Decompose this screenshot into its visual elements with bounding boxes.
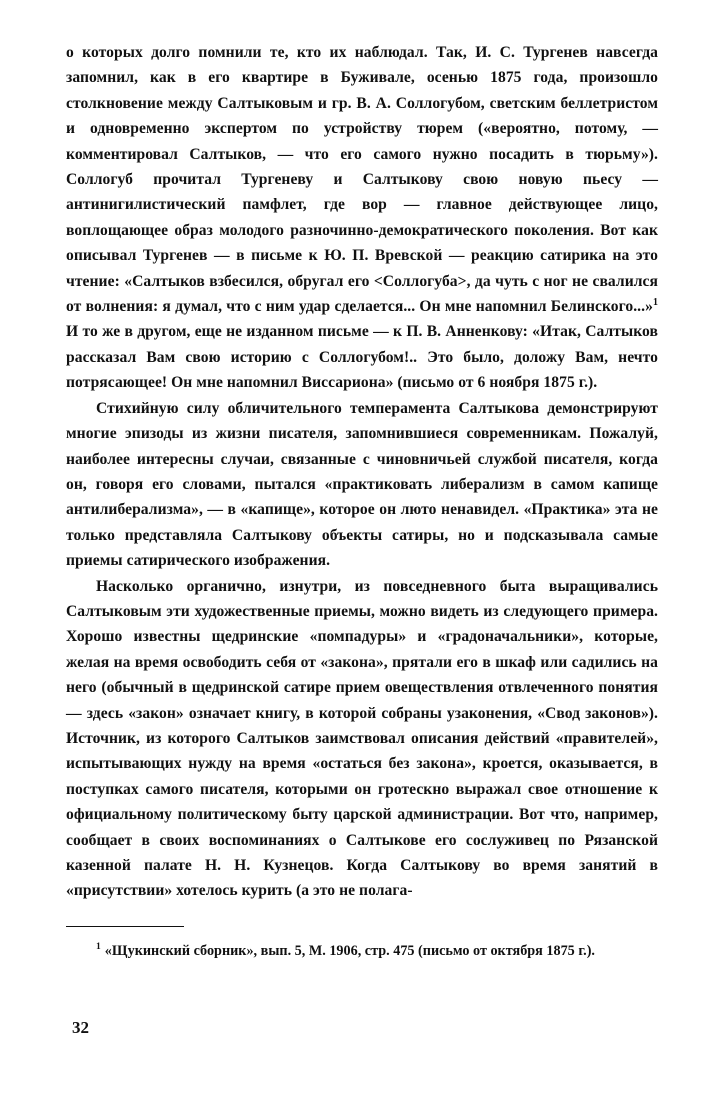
- footnote: [66, 941, 658, 961]
- paragraph-1-continuation: И то же в другом, еще не изданном письме — к П. В. Анненкову: «Итак, Салтыков рассказал Вам свою историю с Соллогубом!.. Это было, доложу Вам, нечто потрясающее! Он мне напомнил Виссариона» (письмо от 6 ноября 1875 г.).: [66, 323, 658, 392]
- footnote-divider: [66, 926, 184, 927]
- page-body: [66, 40, 658, 961]
- footnote-text: «Щукинский сборник», вып. 5, М. 1906, стр. 475 (письмо от октября 1875 г.).: [104, 942, 595, 959]
- footnote-marker: 1: [96, 942, 101, 953]
- page-number: 32: [72, 1018, 89, 1037]
- paragraph-1-text: о которых долго помнили те, кто их наблюдал. Так, И. С. Тургенев навсегда запомнил, как в его квартире в Буживале, осенью 1875 года, произошло столкновение между Салтыковым и гр. В. А. Соллогубом, светским беллетристом и одновременно экспертом по устройству тюрем («вероятно, потому, — комментировал Салтыков, — что его самого нужно посадить в тюрьму»). Соллогуб прочитал Тургеневу и Салтыкову свою новую пьесу — антинигилистический памфлет, где вор — главное действующее лицо, воплощающее образ молодого разночинно-демократического поколения. Вот как описывал Тургенев — в письме к Ю. П. Вревской — реакцию сатирика на это чтение: «Салтыков взбесился, обругал его <Соллогуба>, да чуть с ног не свалился от волнения: я думал, что с ним удар сделается... Он мне напомнил Белинского...»: [66, 44, 658, 316]
- paragraph-1: [66, 40, 658, 396]
- footnote-reference: 1: [652, 296, 658, 308]
- paragraph-2: Стихийную силу обличительного темперамента Салтыкова демонстрируют многие эпизоды из жизни писателя, запомнившиеся современникам. Пожалуй, наиболее интересны случаи, связанные с чиновничьей службой писателя, когда он, говоря его словами, пытался «практиковать либерализм в самом капище антилиберализма», — в «капище», которое он люто ненавидел. «Практика» эта не только представляла Салтыкову объекты сатиры, но и подсказывала самые приемы сатирического изображения.: [66, 399, 658, 570]
- paragraph-3: Насколько органично, изнутри, из повседневного быта выращивались Салтыковым эти художественные приемы, можно видеть из следующего примера. Хорошо известны щедринские «помпадуры» и «градоначальники», которые, желая на время освободить себя от «закона», прятали его в шкаф или садились на него (обычный в щедринской сатире прием овеществления отвлеченного понятия — здесь «закон» означает книгу, в которой собраны узаконения, «Свод законов»). Источник, из которого Салтыков заимствовал описания действий «правителей», испытывающих нужду на время «остаться без закона», кроется, оказывается, в поступках самого писателя, которыми он гротескно выражал свое отношение к официальному политическому быту царской администрации. Вот что, например, сообщает в своих воспоминаниях о Салтыкове его сослуживец по Рязанской казенной палате Н. Н. Кузнецов. Когда Салтыкову во время занятий в «присутствии» хотелось курить (а это не полага-: [66, 577, 658, 900]
